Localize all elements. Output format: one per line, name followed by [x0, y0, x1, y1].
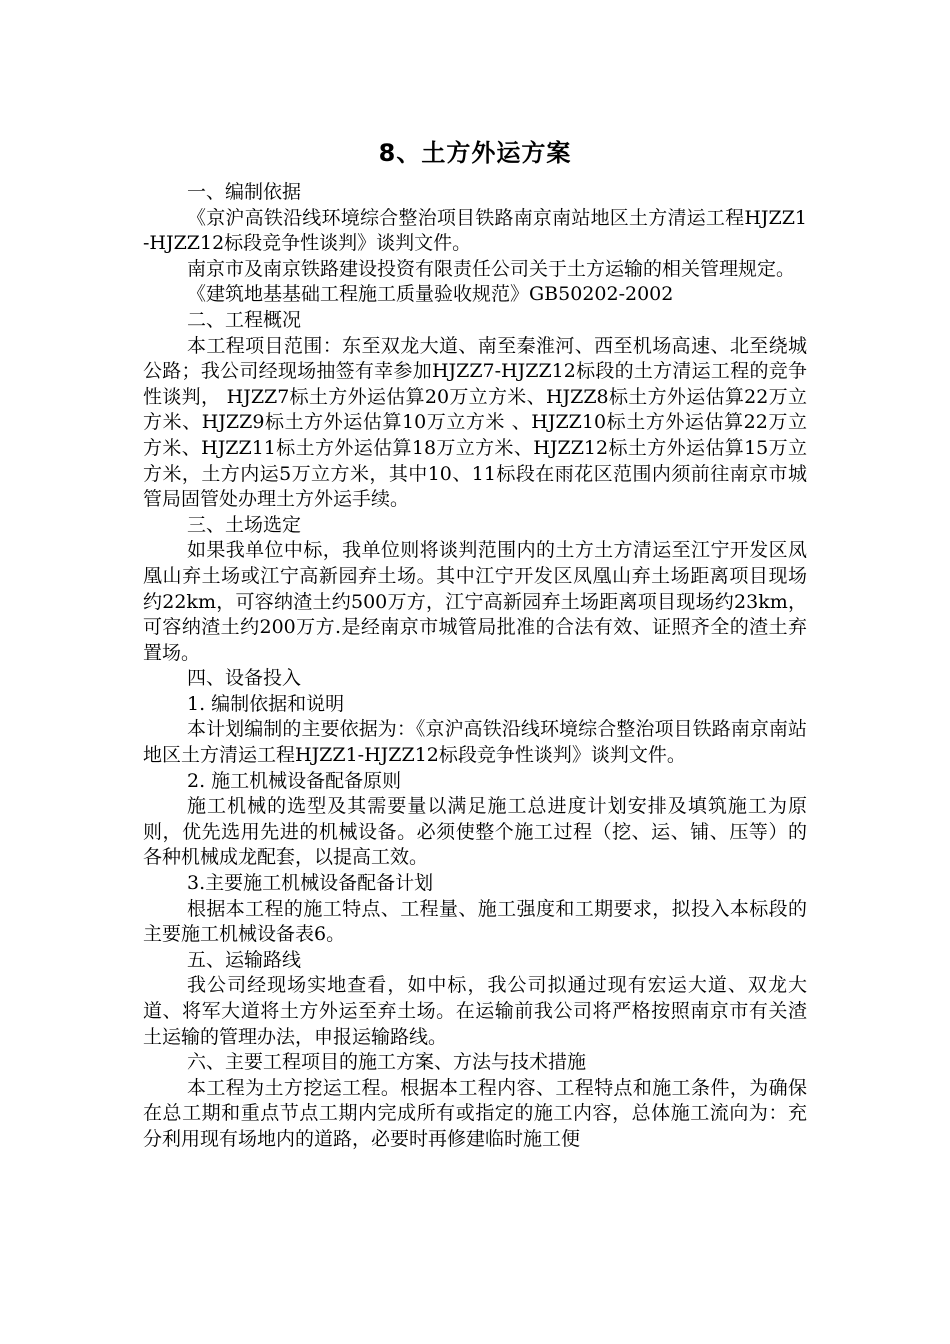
- section-heading: 二、工程概况: [187, 308, 302, 331]
- section-heading: 四、设备投入: [187, 667, 302, 690]
- body-paragraph: 如果我单位中标，我单位则将谈判范围内的土方土方清运至江宁开发区凤凰山弃土场或江宁高新园弃土场。其中江宁开发区凤凰山弃土场距离项目现场约22km，可容纳渣土约500万方，江宁高新园弃土场距离项目现场约23km， 可容纳渣土约200万方.是经南京市城管局批准的合法有效、证照齐全的渣土弃置场。: [143, 539, 807, 664]
- section-heading: 三、土场选定: [187, 513, 302, 536]
- body-paragraph: 本工程项目范围：东至双龙大道、南至秦淮河、西至机场高速、北至绕城公路；我公司经现场抽签有幸参加HJZZ7-HJZZ12标段的土方清运工程的竞争性谈判， HJZZ7标土方外运估算20万立方米、HJZZ8标土方外运估算22万立方米、HJZZ9标土方外运估算10万立方米 、HJZZ10标土方外运估算22万立方米、HJZZ11标土方外运估算18万立方米、HJZZ12标土方外运估算15万立方米，土方内运5万立方米，其中10、11标段在雨花区范围内须前往南京市城管局固管处办理土方外运手续。: [143, 334, 807, 511]
- body-paragraph: 《京沪高铁沿线环境综合整治项目铁路南京南站地区土方清运工程HJZZ1-HJZZ12标段竞争性谈判》谈判文件。: [143, 206, 807, 255]
- body-paragraph: 我公司经现场实地查看，如中标，我公司拟通过现有宏运大道、双龙大道、将军大道将土方外运至弃土场。在运输前我公司将严格按照南京市有关渣土运输的管理办法，申报运输路线。: [143, 974, 807, 1048]
- section-heading: 2. 施工机械设备配备原则: [187, 769, 402, 792]
- body-paragraph: 本工程为土方挖运工程。根据本工程内容、工程特点和施工条件，为确保在总工期和重点节点工期内完成所有或指定的施工内容，总体施工流向为：充分利用现有场地内的道路，必要时再修建临时施工便: [143, 1076, 807, 1150]
- body-paragraph: 根据本工程的施工特点、工程量、施工强度和工期要求，拟投入本标段的主要施工机械设备表6。: [143, 897, 807, 946]
- body-paragraph: 本计划编制的主要依据为：《京沪高铁沿线环境综合整治项目铁路南京南站地区土方清运工程HJZZ1-HJZZ12标段竞争性谈判》谈判文件。: [143, 718, 807, 767]
- section-heading: 五、运输路线: [187, 948, 302, 971]
- body-paragraph: 《建筑地基基础工程施工质量验收规范》GB50202-2002: [187, 283, 674, 306]
- section-heading: 3.主要施工机械设备配备计划: [187, 872, 434, 895]
- body-paragraph: 南京市及南京铁路建设投资有限责任公司关于土方运输的相关管理规定。: [187, 257, 796, 280]
- body-paragraph: 施工机械的选型及其需要量以满足施工总进度计划安排及填筑施工为原则，优先选用先进的机械设备。必须使整个施工过程（挖、运、铺、压等）的各种机械成龙配套，以提高工效。: [143, 795, 807, 869]
- document-body: [143, 180, 807, 1153]
- page-title: 8、土方外运方案: [378, 139, 572, 167]
- section-heading: 六、主要工程项目的施工方案、方法与技术措施: [187, 1051, 587, 1074]
- section-heading: 1. 编制依据和说明: [187, 692, 345, 715]
- section-heading: 一、编制依据: [187, 181, 302, 203]
